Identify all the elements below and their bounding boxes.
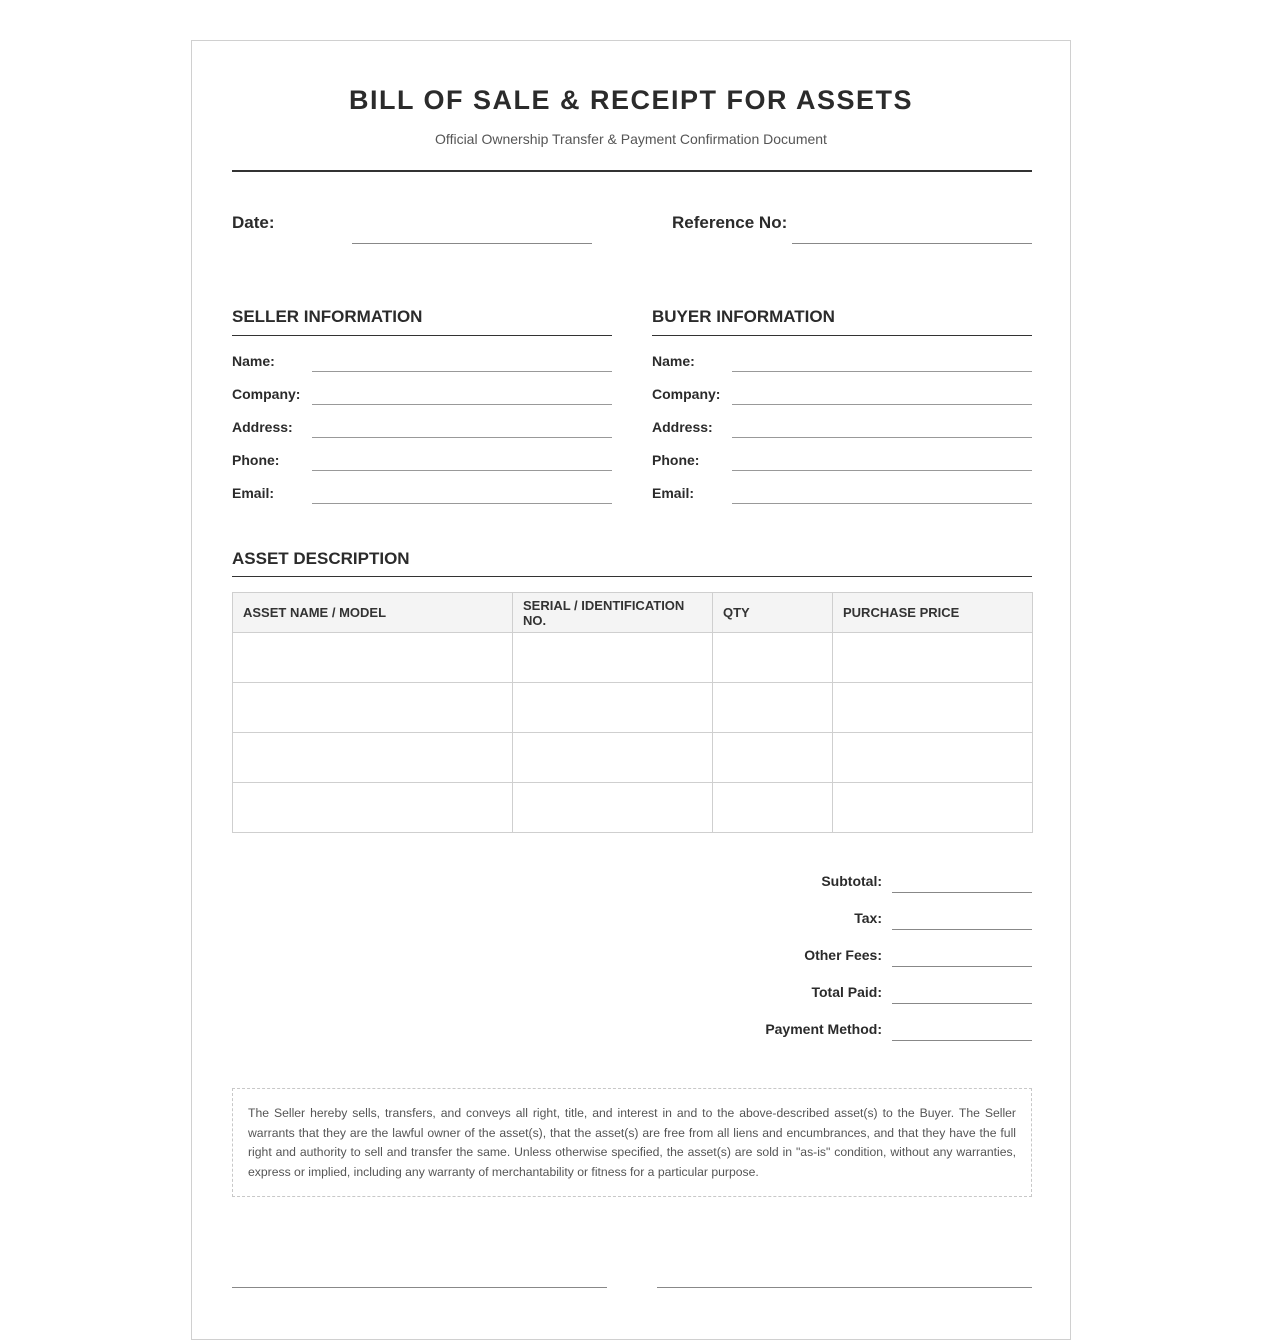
buyer-address-field [652, 419, 1032, 452]
asset-name-cell[interactable] [233, 733, 513, 783]
seller-email-label: Email: [232, 485, 275, 501]
asset-name-cell[interactable] [233, 633, 513, 683]
buyer-email-field [652, 485, 1032, 518]
qty-cell[interactable] [713, 783, 833, 833]
seller-phone-label: Phone: [232, 452, 280, 468]
document-subtitle: Official Ownership Transfer & Payment Confirmation Document [435, 131, 827, 147]
buyer-name-label: Name: [652, 353, 695, 369]
buyer-email-line[interactable] [732, 503, 1032, 504]
seller-email-line[interactable] [312, 503, 612, 504]
other-fees-line[interactable] [892, 966, 1032, 967]
asset-table-header-row [233, 593, 1033, 633]
seller-company-field [232, 386, 612, 419]
seller-email-field [232, 485, 612, 518]
serial-cell[interactable] [513, 783, 713, 833]
buyer-section-title: BUYER INFORMATION [652, 307, 835, 326]
payment-method-label: Payment Method: [765, 1021, 882, 1037]
asset-section-title: ASSET DESCRIPTION [232, 549, 410, 568]
date-field-line[interactable] [352, 243, 592, 244]
column-header-asset-name: ASSET NAME / MODEL [233, 593, 513, 633]
seller-section-title: SELLER INFORMATION [232, 307, 423, 326]
serial-cell[interactable] [513, 683, 713, 733]
serial-cell[interactable] [513, 633, 713, 683]
reference-field-line[interactable] [792, 243, 1032, 244]
column-header-qty: QTY [713, 593, 833, 633]
buyer-company-field [652, 386, 1032, 419]
seller-section-rule [232, 335, 612, 336]
buyer-name-field [652, 353, 1032, 386]
document-title: BILL OF SALE & RECEIPT FOR ASSETS [348, 85, 914, 115]
buyer-phone-line[interactable] [732, 470, 1032, 471]
asset-name-cell[interactable] [233, 783, 513, 833]
seller-address-label: Address: [232, 419, 293, 435]
qty-cell[interactable] [713, 683, 833, 733]
serial-cell[interactable] [513, 733, 713, 783]
bill-of-sale-sheet [191, 40, 1071, 1340]
reference-label: Reference No: [672, 213, 788, 232]
tax-label: Tax: [854, 910, 882, 926]
column-header-purchase-price: PURCHASE PRICE [833, 593, 1033, 633]
price-cell[interactable] [833, 733, 1033, 783]
buyer-company-label: Company: [652, 386, 721, 402]
buyer-company-line[interactable] [732, 404, 1032, 405]
buyer-address-line[interactable] [732, 437, 1032, 438]
buyer-signature-line[interactable] [657, 1287, 1032, 1288]
asset-table [232, 592, 1033, 833]
seller-phone-field [232, 452, 612, 485]
seller-address-line[interactable] [312, 437, 612, 438]
total-paid-label: Total Paid: [811, 984, 882, 1000]
payment-method-row [672, 1021, 1032, 1058]
table-row [233, 783, 1033, 833]
seller-name-field [232, 353, 612, 386]
seller-phone-line[interactable] [312, 470, 612, 471]
buyer-email-label: Email: [652, 485, 695, 501]
subtotal-row [672, 873, 1032, 910]
total-paid-row [672, 984, 1032, 1021]
table-row [233, 683, 1033, 733]
header-divider [232, 170, 1032, 172]
tax-line[interactable] [892, 929, 1032, 930]
column-header-serial: SERIAL / IDENTIFICATION NO. [513, 593, 713, 633]
seller-name-label: Name: [232, 353, 275, 369]
asset-section-rule [232, 576, 1032, 577]
subtotal-label: Subtotal: [821, 873, 882, 889]
buyer-phone-field [652, 452, 1032, 485]
table-row [233, 633, 1033, 683]
buyer-name-line[interactable] [732, 371, 1032, 372]
total-paid-line[interactable] [892, 1003, 1032, 1004]
tax-row [672, 910, 1032, 947]
price-cell[interactable] [833, 783, 1033, 833]
table-row [233, 733, 1033, 783]
price-cell[interactable] [833, 633, 1033, 683]
buyer-section-rule [652, 335, 1032, 336]
other-fees-label: Other Fees: [804, 947, 882, 963]
seller-address-field [232, 419, 612, 452]
terms-text: The Seller hereby sells, transfers, and conveys all right, title, and interest in and to the above-described asset(s) to the Buyer. The Seller warrants that they are the lawful owner of the asset(s), that the asset(s) are free from all liens and encumbrances, and that they have the full right and authority to sell and transfer the same. Unless otherwise specified, the asset(s) are sold in "as-is" condition, without any warranties, express or implied, including any warranty of merchantability or fitness for a particular purpose. [232, 1088, 1032, 1197]
other-fees-row [672, 947, 1032, 984]
seller-company-label: Company: [232, 386, 301, 402]
buyer-address-label: Address: [652, 419, 713, 435]
seller-name-line[interactable] [312, 371, 612, 372]
payment-method-line[interactable] [892, 1040, 1032, 1041]
subtotal-line[interactable] [892, 892, 1032, 893]
asset-name-cell[interactable] [233, 683, 513, 733]
qty-cell[interactable] [713, 633, 833, 683]
buyer-phone-label: Phone: [652, 452, 700, 468]
qty-cell[interactable] [713, 733, 833, 783]
price-cell[interactable] [833, 683, 1033, 733]
seller-company-line[interactable] [312, 404, 612, 405]
seller-signature-line[interactable] [232, 1287, 607, 1288]
date-label: Date: [232, 213, 275, 232]
